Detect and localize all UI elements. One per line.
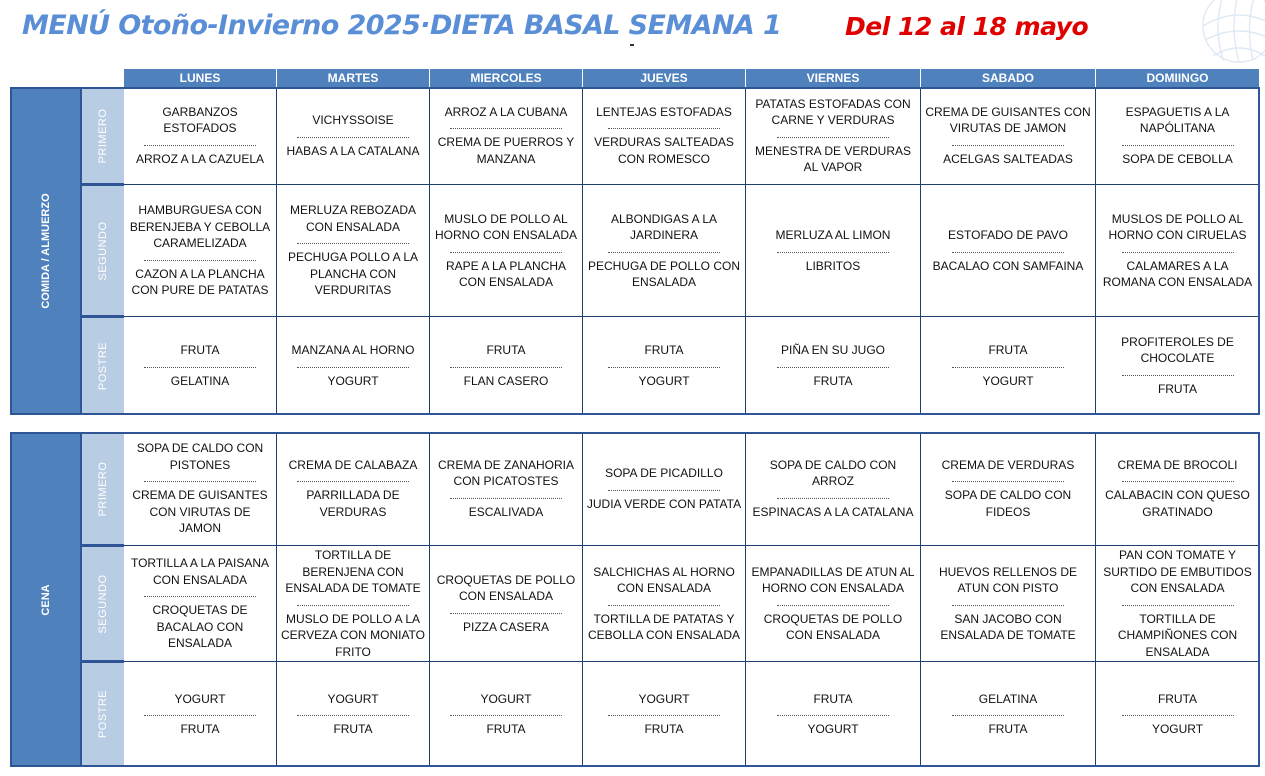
- dish-option-2: YOGURT: [327, 373, 379, 388]
- dish-separator: [144, 715, 256, 716]
- dish-option-2: FLAN CASERO: [463, 373, 549, 388]
- dish-option-2: YOGURT: [807, 722, 859, 736]
- menu-cell: [124, 87, 277, 185]
- dish-separator: [608, 605, 720, 606]
- dish-option-2: JUDIA VERDE CON PATATA: [586, 496, 742, 511]
- dish-option-2: FRUTA: [988, 722, 1028, 736]
- course-label-segundo: [82, 185, 124, 317]
- dish-separator: [297, 243, 409, 244]
- day-header: DOMIINGO: [1096, 69, 1260, 87]
- menu-cell: [746, 432, 921, 546]
- dish-option-1: SALCHICHAS AL HORNO CON ENSALADA: [593, 564, 735, 595]
- course-label-text: PRIMERO: [97, 461, 109, 516]
- menu-cell: [124, 432, 277, 546]
- dish-option-1: GARBANZOS ESTOFADOS: [162, 104, 238, 136]
- dish-option-2: CROQUETAS DE BACALAO CON ENSALADA: [152, 603, 248, 651]
- course-label-primero: [82, 432, 124, 546]
- dish-separator: [144, 260, 256, 261]
- dish-option-1: MANZANA AL HORNO: [291, 343, 415, 357]
- menu-cell: [583, 87, 746, 185]
- dish-separator: [1122, 605, 1234, 606]
- menu-cell: [277, 185, 430, 317]
- dish-option-1: HAMBURGUESA CON BERENJEBA Y CEBOLLA CARAMELIZADA: [129, 203, 271, 251]
- dish-option-1: FRUTA: [813, 691, 853, 706]
- dish-option-2: PIZZA CASERA: [462, 619, 550, 634]
- menu-cell: [921, 546, 1096, 662]
- dish-separator: [952, 605, 1064, 606]
- dish-option-1: SOPA DE PICADILLO: [605, 466, 723, 480]
- page-title: MENÚ Otoño-Invierno 2025·DIETA BASAL SEMANA 1: [22, 10, 782, 41]
- menu-cell: [583, 185, 746, 317]
- dish-separator: [952, 252, 1064, 253]
- menu-cell: [1096, 546, 1260, 662]
- section-label-text: CENA: [40, 583, 52, 616]
- section-label-cena: [10, 432, 82, 767]
- dish-option-2: FRUTA: [644, 722, 684, 736]
- dish-separator: [1122, 481, 1234, 482]
- dish-option-1: YOGURT: [174, 691, 226, 706]
- dish-option-2: YOGURT: [982, 373, 1034, 388]
- dish-option-1: PIÑA EN SU JUGO: [780, 343, 886, 357]
- dish-option-1: FRUTA: [644, 343, 684, 357]
- dish-option-1: MUSLO DE POLLO AL HORNO CON ENSALADA: [434, 211, 578, 242]
- course-label-postre: [82, 317, 124, 415]
- dish-option-2: TORTILLA DE PATATAS Y CEBOLLA CON ENSALADA: [587, 611, 741, 642]
- menu-cell: [746, 546, 921, 662]
- dash-mark: [630, 44, 634, 46]
- menu-cell: [746, 87, 921, 185]
- menu-cell: [277, 87, 430, 185]
- dish-option-1: CREMA DE BROCOLI: [1117, 457, 1238, 472]
- dish-option-2: FRUTA: [813, 373, 853, 388]
- dish-option-1: ESPAGUETIS A LA NAPÓLITANA: [1125, 104, 1230, 136]
- dish-separator: [144, 145, 256, 146]
- dish-option-2: FRUTA: [333, 722, 373, 736]
- dish-option-2: ESPINACAS A LA CATALANA: [752, 504, 914, 519]
- dish-option-2: CALAMARES A LA ROMANA CON ENSALADA: [1102, 258, 1253, 289]
- dish-option-1: YOGURT: [480, 691, 532, 706]
- dish-separator: [952, 715, 1064, 716]
- dish-option-2: PARRILLADA DE VERDURAS: [306, 488, 400, 519]
- dish-option-1: YOGURT: [638, 691, 690, 706]
- menu-cell: [583, 662, 746, 767]
- day-header: VIERNES: [746, 69, 921, 87]
- dish-separator: [450, 613, 562, 614]
- dish-option-2: ARROZ A LA CAZUELA: [135, 151, 265, 166]
- dish-option-2: MENESTRA DE VERDURAS AL VAPOR: [754, 143, 912, 174]
- menu-cell: [583, 432, 746, 546]
- day-header: MARTES: [277, 69, 430, 87]
- menu-cell: [124, 185, 277, 317]
- dish-separator: [450, 128, 562, 129]
- menu-cell: [430, 432, 583, 546]
- dish-separator: [952, 481, 1064, 482]
- menu-cell: [1096, 185, 1260, 317]
- dish-option-2: LIBRITOS: [805, 258, 861, 273]
- dish-separator: [297, 715, 409, 716]
- section-label-text: COMIDA / ALMUERZO: [40, 193, 52, 309]
- date-range: Del 12 al 18 mayo: [845, 12, 1089, 41]
- menu-cell: [583, 546, 746, 662]
- day-header: LUNES: [124, 69, 277, 87]
- section-label-comida: [10, 87, 82, 415]
- dish-option-1: CREMA DE CALABAZA: [288, 457, 418, 472]
- dish-option-2: PECHUGA POLLO A LA PLANCHA CON VERDURITAS: [287, 250, 419, 298]
- dish-separator: [777, 252, 889, 253]
- dish-option-2: FRUTA: [1157, 381, 1198, 396]
- menu-cell: [277, 662, 430, 767]
- dish-separator: [297, 605, 409, 606]
- dish-option-2: CALABACIN CON QUESO GRATINADO: [1105, 488, 1250, 519]
- dish-separator: [297, 367, 409, 368]
- menu-cell: [1096, 317, 1260, 415]
- day-header: MIERCOLES: [430, 69, 583, 87]
- course-label-segundo: [82, 546, 124, 662]
- dish-option-1: MUSLOS DE POLLO AL HORNO CON CIRUELAS: [1108, 211, 1247, 242]
- course-label-text: SEGUNDO: [97, 220, 109, 281]
- dish-separator: [450, 715, 562, 716]
- dish-option-1: HUEVOS RELLENOS DE ATUN CON PISTO: [938, 564, 1078, 595]
- menu-cell: [921, 432, 1096, 546]
- dish-option-1: SOPA DE CALDO CON ARROZ: [769, 457, 897, 489]
- dish-separator: [777, 137, 889, 138]
- dish-separator: [144, 596, 256, 597]
- menu-cell: [921, 185, 1096, 317]
- dish-option-1: SOPA DE CALDO CON PISTONES: [136, 441, 264, 472]
- dish-option-1: CREMA DE ZANAHORIA CON PICATOSTES: [437, 457, 575, 489]
- dish-option-1: MERLUZA REBOZADA CON ENSALADA: [289, 203, 417, 234]
- dish-separator: [777, 715, 889, 716]
- dish-option-2: YOGURT: [638, 373, 690, 388]
- dish-option-1: PROFITEROLES DE CHOCOLATE: [1121, 334, 1234, 366]
- dish-option-2: CREMA DE GUISANTES CON VIRUTAS DE JAMON: [132, 488, 268, 536]
- menu-cell: [746, 317, 921, 415]
- menu-cell: [1096, 87, 1260, 185]
- dish-option-2: CROQUETAS DE POLLO CON ENSALADA: [763, 611, 903, 642]
- dish-option-2: RAPE A LA PLANCHA CON ENSALADA: [445, 258, 567, 289]
- dish-option-2: PECHUGA DE POLLO CON ENSALADA: [587, 258, 741, 289]
- dish-separator: [1122, 715, 1234, 716]
- dish-separator: [1122, 145, 1234, 146]
- dish-option-2: SAN JACOBO CON ENSALADA DE TOMATE: [940, 611, 1076, 642]
- menu-cell: [921, 87, 1096, 185]
- dish-option-1: TORTILLA A LA PAISANA CON ENSALADA: [130, 556, 270, 587]
- menu-cell: [921, 662, 1096, 767]
- dish-option-1: YOGURT: [327, 691, 379, 706]
- dish-option-1: PATATAS ESTOFADAS CON CARNE Y VERDURAS: [755, 96, 911, 127]
- menu-cell: [921, 317, 1096, 415]
- dish-option-2: CAZON A LA PLANCHA CON PURE DE PATATAS: [131, 266, 269, 298]
- menu-cell: [1096, 662, 1260, 767]
- globe-logo: [1183, 0, 1265, 64]
- dish-option-1: EMPANADILLAS DE ATUN AL HORNO CON ENSALADA: [751, 564, 915, 595]
- course-label-text: POSTRE: [97, 689, 109, 739]
- menu-cell: [1096, 432, 1260, 546]
- dish-option-2: SOPA DE CALDO CON FIDEOS: [944, 488, 1072, 519]
- dish-option-1: VICHYSSOISE: [312, 113, 394, 127]
- dish-separator: [608, 367, 720, 368]
- dish-separator: [777, 367, 889, 368]
- dish-separator: [1122, 252, 1234, 253]
- dish-option-2: FRUTA: [486, 722, 526, 736]
- dish-separator: [144, 481, 256, 482]
- dish-separator: [297, 481, 409, 482]
- dish-option-2: YOGURT: [1151, 722, 1204, 736]
- dish-separator: [297, 137, 409, 138]
- menu-cell: [124, 662, 277, 767]
- day-header: JUEVES: [583, 69, 746, 87]
- course-label-postre: [82, 662, 124, 767]
- dish-separator: [1122, 375, 1234, 376]
- dish-option-1: TORTILLA DE BERENJENA CON ENSALADA DE TOMATE: [285, 548, 421, 595]
- dish-separator: [777, 498, 889, 499]
- menu-cell: [277, 432, 430, 546]
- dish-option-1: CROQUETAS DE POLLO CON ENSALADA: [436, 572, 576, 604]
- dish-separator: [608, 715, 720, 716]
- dish-separator: [608, 490, 720, 491]
- dish-separator: [450, 252, 562, 253]
- dish-option-2: HABAS A LA CATALANA: [286, 143, 420, 158]
- menu-cell: [583, 317, 746, 415]
- menu-cell: [430, 317, 583, 415]
- dish-option-1: GELATINA: [978, 691, 1038, 706]
- dish-option-1: CREMA DE VERDURAS: [941, 457, 1075, 472]
- dish-separator: [450, 367, 562, 368]
- dish-separator: [608, 128, 720, 129]
- menu-cell: [746, 185, 921, 317]
- dish-option-2: ACELGAS SALTEADAS: [943, 151, 1073, 166]
- dish-option-2: CREMA DE PUERROS Y MANZANA: [437, 135, 575, 166]
- dish-option-2: FRUTA: [180, 722, 220, 736]
- dish-option-2: GELATINA: [170, 373, 230, 388]
- dish-option-1: FRUTA: [988, 343, 1028, 357]
- course-label-text: POSTRE: [97, 341, 109, 390]
- menu-cell: [124, 546, 277, 662]
- dish-option-2: TORTILLA DE CHAMPIÑONES CON ENSALADA: [1117, 611, 1238, 659]
- dish-option-2: MUSLO DE POLLO A LA CERVEZA CON MONIATO FRITO: [280, 611, 426, 659]
- menu-cell: [430, 546, 583, 662]
- dish-option-1: PAN CON TOMATE Y SURTIDO DE EMBUTIDOS CON ENSALADA: [1103, 548, 1252, 595]
- day-header: SABADO: [921, 69, 1096, 87]
- dish-separator: [777, 605, 889, 606]
- course-label-text: PRIMERO: [97, 108, 109, 163]
- dish-option-1: LENTEJAS ESTOFADAS: [596, 104, 732, 119]
- menu-cell: [277, 317, 430, 415]
- dish-separator: [450, 498, 562, 499]
- menu-cell: [430, 185, 583, 317]
- menu-cell: [277, 546, 430, 662]
- course-label-primero: [82, 87, 124, 185]
- dish-option-1: ALBONDIGAS A LA JARDINERA: [610, 211, 718, 242]
- dish-option-2: ESCALIVADA: [468, 504, 544, 519]
- dish-separator: [952, 367, 1064, 368]
- dish-option-2: SOPA DE CEBOLLA: [1122, 151, 1233, 166]
- dish-separator: [952, 145, 1064, 146]
- dish-option-1: FRUTA: [486, 343, 526, 357]
- dish-option-1: CREMA DE GUISANTES CON VIRUTAS DE JAMON: [925, 104, 1091, 136]
- menu-cell: [430, 662, 583, 767]
- dish-separator: [144, 367, 256, 368]
- menu-cell: [430, 87, 583, 185]
- dish-option-1: MERLUZA AL LIMON: [775, 228, 891, 242]
- dish-option-1: FRUTA: [180, 343, 220, 357]
- menu-cell: [124, 317, 277, 415]
- dish-option-2: VERDURAS SALTEADAS CON ROMESCO: [594, 135, 734, 166]
- dish-option-1: ESTOFADO DE PAVO: [947, 228, 1069, 242]
- dish-option-2: BACALAO CON SAMFAINA: [932, 258, 1084, 273]
- dish-separator: [608, 252, 720, 253]
- dish-option-1: ARROZ A LA CUBANA: [444, 104, 568, 119]
- dish-option-1: FRUTA: [1157, 691, 1198, 706]
- menu-cell: [746, 662, 921, 767]
- course-label-text: SEGUNDO: [97, 573, 109, 634]
